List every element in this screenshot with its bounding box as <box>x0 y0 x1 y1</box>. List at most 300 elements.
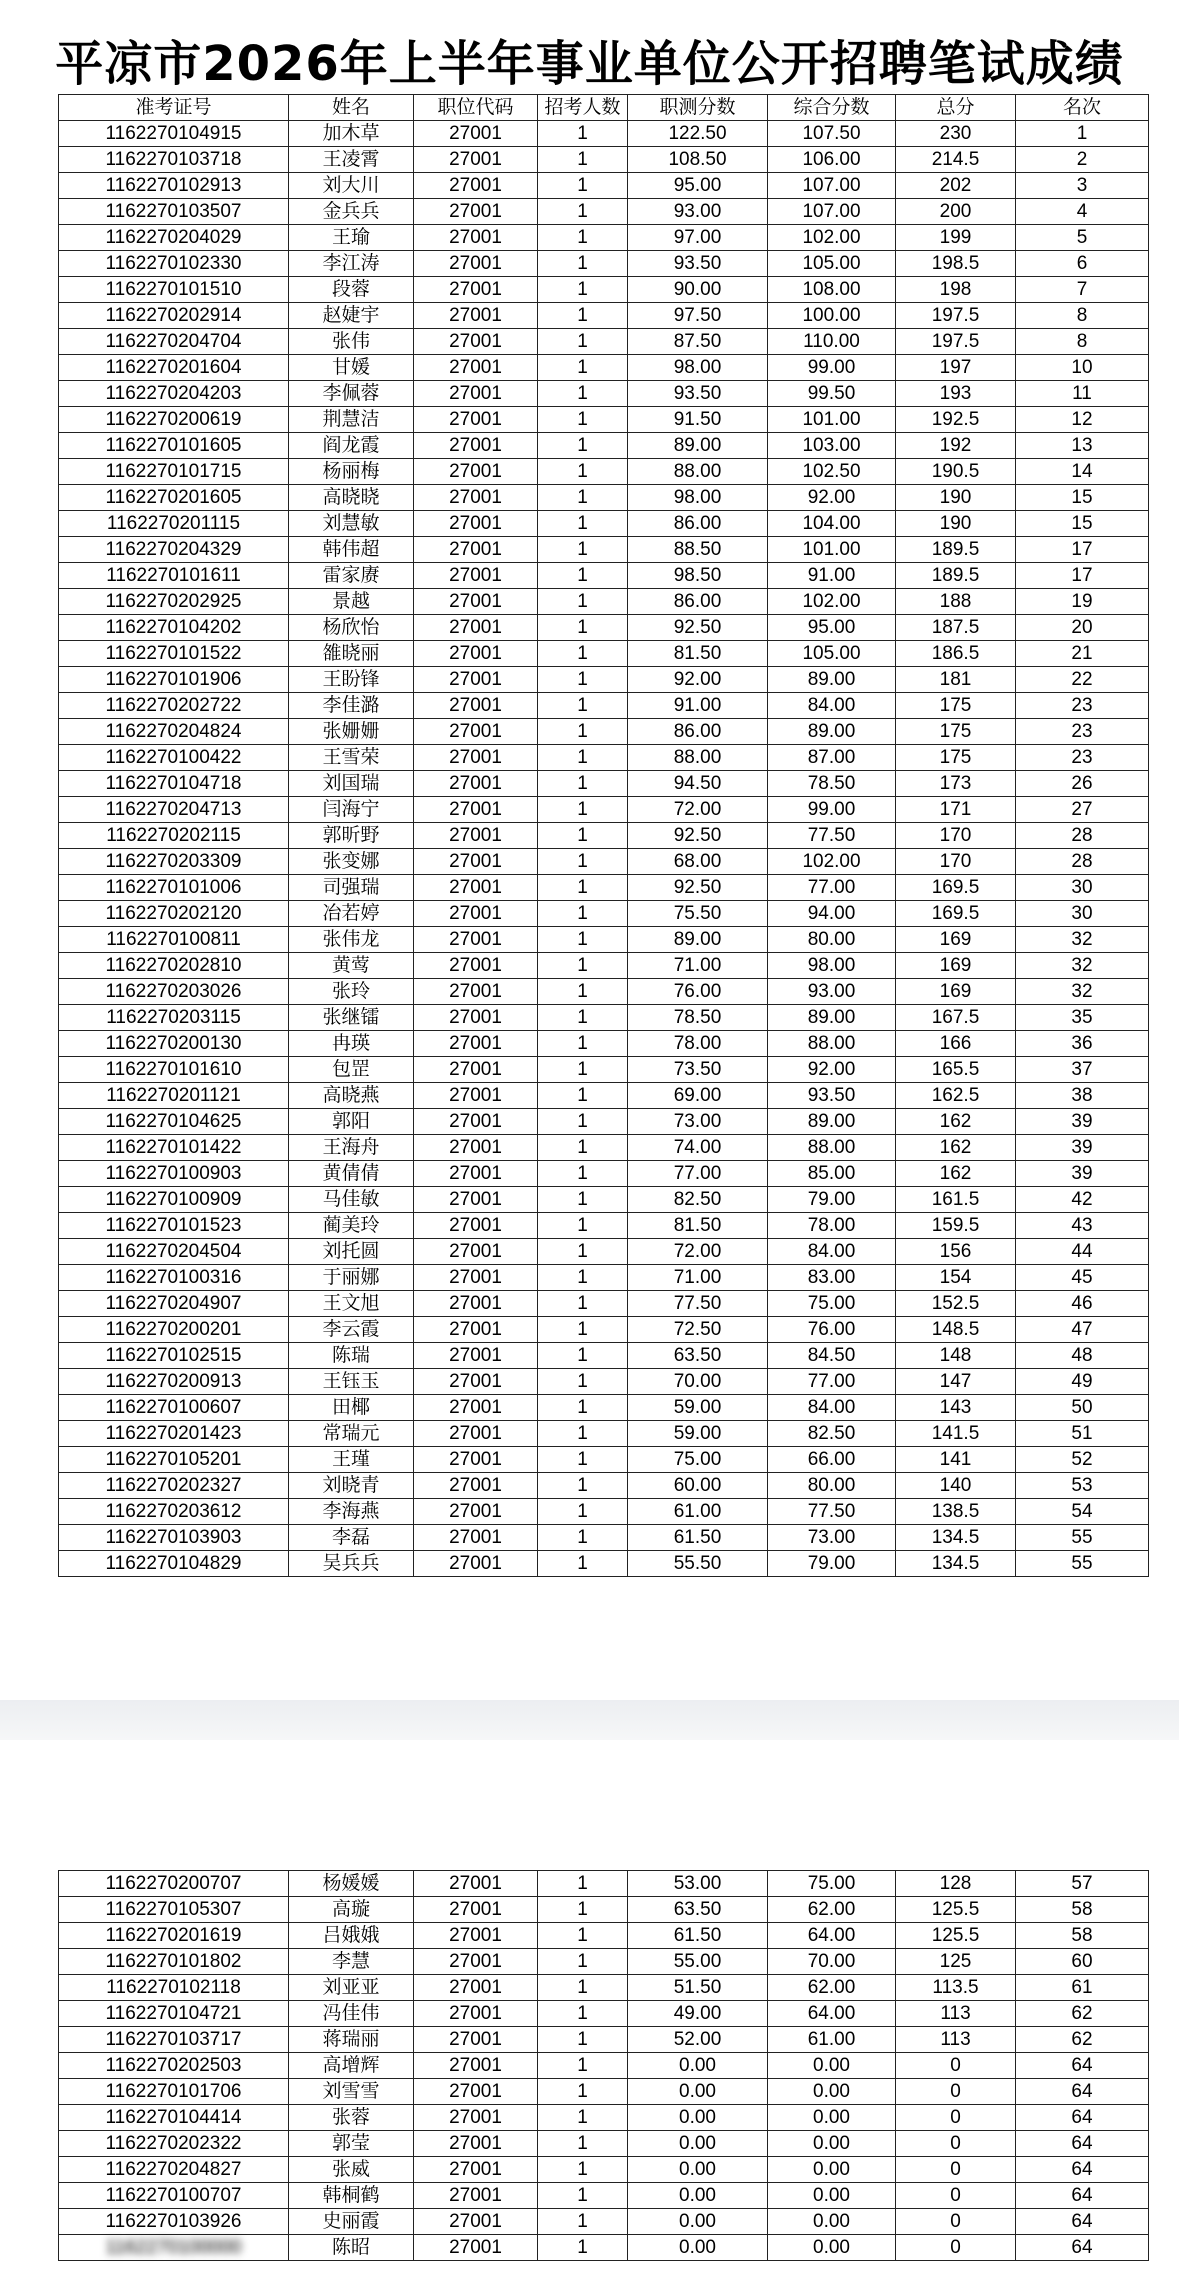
rank-cell: 62 <box>1016 2027 1149 2053</box>
table-row <box>59 511 1149 537</box>
rank-cell: 26 <box>1016 771 1149 797</box>
rank-cell: 58 <box>1016 1923 1149 1949</box>
position-code-cell: 27001 <box>414 381 538 407</box>
rank-cell: 58 <box>1016 1897 1149 1923</box>
name-cell: 杨丽梅 <box>289 459 414 485</box>
recruit-count-cell: 1 <box>538 2183 628 2209</box>
recruit-count-cell: 1 <box>538 329 628 355</box>
general-score-cell: 77.00 <box>768 875 896 901</box>
exam-id-cell: 1162270201423 <box>59 1421 289 1447</box>
position-code-cell: 27001 <box>414 1551 538 1577</box>
table-row <box>59 277 1149 303</box>
aptitude-score-cell: 71.00 <box>628 1265 768 1291</box>
table-header-row <box>59 95 1149 121</box>
exam-id-cell: 1162270201619 <box>59 1923 289 1949</box>
name-cell: 刘雪雪 <box>289 2079 414 2105</box>
exam-id-cell: 1162270103926 <box>59 2209 289 2235</box>
recruit-count-cell: 1 <box>538 1551 628 1577</box>
rank-cell: 8 <box>1016 329 1149 355</box>
position-code-cell: 27001 <box>414 277 538 303</box>
position-code-cell: 27001 <box>414 901 538 927</box>
aptitude-score-cell: 77.50 <box>628 1291 768 1317</box>
name-cell: 张威 <box>289 2157 414 2183</box>
general-score-cell: 105.00 <box>768 251 896 277</box>
recruit-count-cell: 1 <box>538 277 628 303</box>
name-cell: 李磊 <box>289 1525 414 1551</box>
exam-id-cell: 1162270105201 <box>59 1447 289 1473</box>
name-cell: 杨媛媛 <box>289 1871 414 1897</box>
exam-id-cell: 1162270102515 <box>59 1343 289 1369</box>
recruit-count-cell: 1 <box>538 1923 628 1949</box>
total-score-cell: 138.5 <box>896 1499 1016 1525</box>
total-score-cell: 161.5 <box>896 1187 1016 1213</box>
general-score-cell: 70.00 <box>768 1949 896 1975</box>
general-score-cell: 92.00 <box>768 1057 896 1083</box>
recruit-count-cell: 1 <box>538 485 628 511</box>
aptitude-score-cell: 70.00 <box>628 1369 768 1395</box>
name-cell: 郭昕野 <box>289 823 414 849</box>
table-row <box>59 2183 1149 2209</box>
general-score-cell: 77.50 <box>768 823 896 849</box>
exam-id-cell: 1162270201604 <box>59 355 289 381</box>
recruit-count-cell: 1 <box>538 1291 628 1317</box>
general-score-cell: 64.00 <box>768 2001 896 2027</box>
exam-id-cell: 1162270200707 <box>59 1871 289 1897</box>
recruit-count-cell: 1 <box>538 1135 628 1161</box>
total-score-cell: 175 <box>896 745 1016 771</box>
total-score-cell: 162 <box>896 1135 1016 1161</box>
rank-cell: 23 <box>1016 693 1149 719</box>
total-score-cell: 165.5 <box>896 1057 1016 1083</box>
position-code-cell: 27001 <box>414 2001 538 2027</box>
exam-id-cell: 1162270100316 <box>59 1265 289 1291</box>
aptitude-score-cell: 0.00 <box>628 2105 768 2131</box>
name-cell: 张继镭 <box>289 1005 414 1031</box>
recruit-count-cell: 1 <box>538 1109 628 1135</box>
total-score-cell: 0 <box>896 2235 1016 2261</box>
rank-cell: 64 <box>1016 2183 1149 2209</box>
scores-table-page-2 <box>58 1870 1149 2261</box>
aptitude-score-cell: 89.00 <box>628 927 768 953</box>
recruit-count-cell: 1 <box>538 2235 628 2261</box>
name-cell: 黄倩倩 <box>289 1161 414 1187</box>
general-score-cell: 107.00 <box>768 199 896 225</box>
name-cell: 王海舟 <box>289 1135 414 1161</box>
exam-id-cell: 1162270200619 <box>59 407 289 433</box>
recruit-count-cell: 1 <box>538 823 628 849</box>
position-code-cell: 27001 <box>414 1317 538 1343</box>
table-row <box>59 1109 1149 1135</box>
total-score-cell: 141 <box>896 1447 1016 1473</box>
position-code-cell: 27001 <box>414 2079 538 2105</box>
recruit-count-cell: 1 <box>538 1473 628 1499</box>
rank-cell: 64 <box>1016 2053 1149 2079</box>
aptitude-score-cell: 87.50 <box>628 329 768 355</box>
total-score-cell: 200 <box>896 199 1016 225</box>
name-cell: 司强瑞 <box>289 875 414 901</box>
rank-cell: 38 <box>1016 1083 1149 1109</box>
table-row <box>59 251 1149 277</box>
table-row <box>59 1239 1149 1265</box>
general-score-cell: 104.00 <box>768 511 896 537</box>
aptitude-score-cell: 0.00 <box>628 2235 768 2261</box>
rank-cell: 39 <box>1016 1135 1149 1161</box>
position-code-cell: 27001 <box>414 1525 538 1551</box>
name-cell: 高增辉 <box>289 2053 414 2079</box>
exam-id-cell: 1162270201605 <box>59 485 289 511</box>
rank-cell: 35 <box>1016 1005 1149 1031</box>
position-code-cell: 27001 <box>414 121 538 147</box>
table-row <box>59 2157 1149 2183</box>
recruit-count-cell: 1 <box>538 667 628 693</box>
table-row <box>59 1135 1149 1161</box>
position-code-cell: 27001 <box>414 329 538 355</box>
recruit-count-cell: 1 <box>538 563 628 589</box>
position-code-cell: 27001 <box>414 953 538 979</box>
position-code-cell: 27001 <box>414 1057 538 1083</box>
general-score-cell: 89.00 <box>768 719 896 745</box>
total-score-cell: 170 <box>896 823 1016 849</box>
total-score-cell: 197.5 <box>896 303 1016 329</box>
rank-cell: 7 <box>1016 277 1149 303</box>
rank-cell: 49 <box>1016 1369 1149 1395</box>
rank-cell: 48 <box>1016 1343 1149 1369</box>
recruit-count-cell: 1 <box>538 225 628 251</box>
aptitude-score-cell: 0.00 <box>628 2079 768 2105</box>
rank-cell: 2 <box>1016 147 1149 173</box>
exam-id-cell: 1162270100707 <box>59 2183 289 2209</box>
position-code-cell: 27001 <box>414 1473 538 1499</box>
total-score-cell: 187.5 <box>896 615 1016 641</box>
general-score-cell: 62.00 <box>768 1975 896 2001</box>
general-score-cell: 62.00 <box>768 1897 896 1923</box>
general-score-cell: 105.00 <box>768 641 896 667</box>
general-score-cell: 80.00 <box>768 927 896 953</box>
aptitude-score-cell: 74.00 <box>628 1135 768 1161</box>
aptitude-score-cell: 75.50 <box>628 901 768 927</box>
name-cell: 王钰玉 <box>289 1369 414 1395</box>
total-score-cell: 186.5 <box>896 641 1016 667</box>
aptitude-score-cell: 61.00 <box>628 1499 768 1525</box>
aptitude-score-cell: 0.00 <box>628 2183 768 2209</box>
position-code-cell: 27001 <box>414 433 538 459</box>
name-cell: 吕娥娥 <box>289 1923 414 1949</box>
recruit-count-cell: 1 <box>538 1447 628 1473</box>
recruit-count-cell: 1 <box>538 745 628 771</box>
rank-cell: 54 <box>1016 1499 1149 1525</box>
rank-cell: 47 <box>1016 1317 1149 1343</box>
recruit-count-cell: 1 <box>538 1871 628 1897</box>
position-code-cell: 27001 <box>414 1897 538 1923</box>
position-code-cell: 27001 <box>414 537 538 563</box>
table-row <box>59 615 1149 641</box>
aptitude-score-cell: 63.50 <box>628 1343 768 1369</box>
position-code-cell: 27001 <box>414 1005 538 1031</box>
table-row <box>59 1369 1149 1395</box>
general-score-cell: 99.00 <box>768 797 896 823</box>
name-cell: 张蓉 <box>289 2105 414 2131</box>
general-score-cell: 85.00 <box>768 1161 896 1187</box>
position-code-cell: 27001 <box>414 2209 538 2235</box>
name-cell: 蒋瑞丽 <box>289 2027 414 2053</box>
rank-cell: 6 <box>1016 251 1149 277</box>
table-row <box>59 563 1149 589</box>
header-rank: 名次 <box>1016 95 1149 121</box>
total-score-cell: 0 <box>896 2157 1016 2183</box>
rank-cell: 23 <box>1016 719 1149 745</box>
total-score-cell: 188 <box>896 589 1016 615</box>
rank-cell: 51 <box>1016 1421 1149 1447</box>
name-cell: 王瑜 <box>289 225 414 251</box>
name-cell: 刘慧敏 <box>289 511 414 537</box>
exam-id-cell: 1162270202115 <box>59 823 289 849</box>
general-score-cell: 99.50 <box>768 381 896 407</box>
table-row <box>59 693 1149 719</box>
exam-id-cell: 1162270100811 <box>59 927 289 953</box>
aptitude-score-cell: 0.00 <box>628 2157 768 2183</box>
name-cell: 张姗姗 <box>289 719 414 745</box>
table-row <box>59 667 1149 693</box>
rank-cell: 5 <box>1016 225 1149 251</box>
recruit-count-cell: 1 <box>538 927 628 953</box>
rank-cell: 28 <box>1016 823 1149 849</box>
exam-id-cell: 1162270202503 <box>59 2053 289 2079</box>
position-code-cell: 27001 <box>414 1369 538 1395</box>
recruit-count-cell: 1 <box>538 459 628 485</box>
general-score-cell: 80.00 <box>768 1473 896 1499</box>
scores-table-page-1 <box>58 94 1149 1577</box>
position-code-cell: 27001 <box>414 927 538 953</box>
name-cell: 刘大川 <box>289 173 414 199</box>
rank-cell: 52 <box>1016 1447 1149 1473</box>
total-score-cell: 197.5 <box>896 329 1016 355</box>
aptitude-score-cell: 55.50 <box>628 1551 768 1577</box>
name-cell: 段蓉 <box>289 277 414 303</box>
total-score-cell: 189.5 <box>896 537 1016 563</box>
position-code-cell: 27001 <box>414 979 538 1005</box>
general-score-cell: 82.50 <box>768 1421 896 1447</box>
rank-cell: 60 <box>1016 1949 1149 1975</box>
aptitude-score-cell: 72.00 <box>628 1239 768 1265</box>
aptitude-score-cell: 0.00 <box>628 2053 768 2079</box>
rank-cell: 15 <box>1016 511 1149 537</box>
table-row <box>59 1213 1149 1239</box>
position-code-cell: 27001 <box>414 2105 538 2131</box>
exam-id-cell: 1162270202925 <box>59 589 289 615</box>
name-cell: 高晓晓 <box>289 485 414 511</box>
recruit-count-cell: 1 <box>538 641 628 667</box>
rank-cell: 62 <box>1016 2001 1149 2027</box>
table-row <box>59 1923 1149 1949</box>
table-row <box>59 303 1149 329</box>
name-cell: 于丽娜 <box>289 1265 414 1291</box>
total-score-cell: 202 <box>896 173 1016 199</box>
recruit-count-cell: 1 <box>538 719 628 745</box>
table-row <box>59 2209 1149 2235</box>
general-score-cell: 84.00 <box>768 693 896 719</box>
exam-id-cell: 1162270203115 <box>59 1005 289 1031</box>
recruit-count-cell: 1 <box>538 433 628 459</box>
exam-id-cell: 1162270105307 <box>59 1897 289 1923</box>
page-separator <box>0 1700 1179 1740</box>
position-code-cell: 27001 <box>414 589 538 615</box>
aptitude-score-cell: 81.50 <box>628 641 768 667</box>
name-cell: 荆慧洁 <box>289 407 414 433</box>
general-score-cell: 75.00 <box>768 1291 896 1317</box>
rank-cell: 32 <box>1016 979 1149 1005</box>
recruit-count-cell: 1 <box>538 1369 628 1395</box>
recruit-count-cell: 1 <box>538 1057 628 1083</box>
table-row <box>59 329 1149 355</box>
table-row <box>59 797 1149 823</box>
header-exam-id: 准考证号 <box>59 95 289 121</box>
recruit-count-cell: 1 <box>538 589 628 615</box>
name-cell: 雒晓丽 <box>289 641 414 667</box>
recruit-count-cell: 1 <box>538 407 628 433</box>
general-score-cell: 64.00 <box>768 1923 896 1949</box>
general-score-cell: 0.00 <box>768 2131 896 2157</box>
general-score-cell: 0.00 <box>768 2183 896 2209</box>
position-code-cell: 27001 <box>414 1499 538 1525</box>
table-row <box>59 1897 1149 1923</box>
exam-id-cell: 1162270200201 <box>59 1317 289 1343</box>
table-row <box>59 1551 1149 1577</box>
position-code-cell: 27001 <box>414 485 538 511</box>
name-cell: 雷家赓 <box>289 563 414 589</box>
name-cell: 王雪荣 <box>289 745 414 771</box>
aptitude-score-cell: 72.00 <box>628 797 768 823</box>
total-score-cell: 198.5 <box>896 251 1016 277</box>
table-row <box>59 1161 1149 1187</box>
total-score-cell: 166 <box>896 1031 1016 1057</box>
exam-id-cell: 1162270102118 <box>59 1975 289 2001</box>
exam-id-cell: 1162270101802 <box>59 1949 289 1975</box>
exam-id-cell: 1162270100903 <box>59 1161 289 1187</box>
aptitude-score-cell: 72.50 <box>628 1317 768 1343</box>
general-score-cell: 66.00 <box>768 1447 896 1473</box>
name-cell: 冉瑛 <box>289 1031 414 1057</box>
name-cell: 刘国瑞 <box>289 771 414 797</box>
position-code-cell: 27001 <box>414 2131 538 2157</box>
general-score-cell: 92.00 <box>768 485 896 511</box>
exam-id-cell: 1162270101706 <box>59 2079 289 2105</box>
position-code-cell: 27001 <box>414 1447 538 1473</box>
rank-cell: 57 <box>1016 1871 1149 1897</box>
name-cell: 吴兵兵 <box>289 1551 414 1577</box>
recruit-count-cell: 1 <box>538 1897 628 1923</box>
position-code-cell: 27001 <box>414 1239 538 1265</box>
table-row <box>59 1421 1149 1447</box>
name-cell: 黄莺 <box>289 953 414 979</box>
name-cell: 李佳潞 <box>289 693 414 719</box>
rank-cell: 22 <box>1016 667 1149 693</box>
aptitude-score-cell: 93.50 <box>628 381 768 407</box>
position-code-cell: 27001 <box>414 1421 538 1447</box>
position-code-cell: 27001 <box>414 823 538 849</box>
table-row <box>59 1083 1149 1109</box>
table-row <box>59 1265 1149 1291</box>
general-score-cell: 102.00 <box>768 849 896 875</box>
name-cell: 加木草 <box>289 121 414 147</box>
rank-cell: 44 <box>1016 1239 1149 1265</box>
position-code-cell: 27001 <box>414 199 538 225</box>
recruit-count-cell: 1 <box>538 693 628 719</box>
position-code-cell: 27001 <box>414 1871 538 1897</box>
recruit-count-cell: 1 <box>538 199 628 225</box>
rank-cell: 19 <box>1016 589 1149 615</box>
general-score-cell: 91.00 <box>768 563 896 589</box>
table-row <box>59 1871 1149 1897</box>
name-cell: 常瑞元 <box>289 1421 414 1447</box>
name-cell: 蔺美玲 <box>289 1213 414 1239</box>
exam-id-cell: 1162270101006 <box>59 875 289 901</box>
exam-id-cell: 1162270101611 <box>59 563 289 589</box>
recruit-count-cell: 1 <box>538 355 628 381</box>
total-score-cell: 0 <box>896 2131 1016 2157</box>
rank-cell: 50 <box>1016 1395 1149 1421</box>
exam-id-cell: 1162270104414 <box>59 2105 289 2131</box>
aptitude-score-cell: 61.50 <box>628 1923 768 1949</box>
aptitude-score-cell: 98.00 <box>628 485 768 511</box>
total-score-cell: 0 <box>896 2105 1016 2131</box>
recruit-count-cell: 1 <box>538 2053 628 2079</box>
total-score-cell: 173 <box>896 771 1016 797</box>
recruit-count-cell: 1 <box>538 511 628 537</box>
table-row <box>59 381 1149 407</box>
position-code-cell: 27001 <box>414 563 538 589</box>
header-name: 姓名 <box>289 95 414 121</box>
total-score-cell: 159.5 <box>896 1213 1016 1239</box>
total-score-cell: 197 <box>896 355 1016 381</box>
name-cell: 高晓燕 <box>289 1083 414 1109</box>
recruit-count-cell: 1 <box>538 953 628 979</box>
name-cell: 刘亚亚 <box>289 1975 414 2001</box>
general-score-cell: 106.00 <box>768 147 896 173</box>
total-score-cell: 171 <box>896 797 1016 823</box>
header-position-code: 职位代码 <box>414 95 538 121</box>
general-score-cell: 0.00 <box>768 2053 896 2079</box>
total-score-cell: 143 <box>896 1395 1016 1421</box>
aptitude-score-cell: 0.00 <box>628 2131 768 2157</box>
general-score-cell: 100.00 <box>768 303 896 329</box>
name-cell: 金兵兵 <box>289 199 414 225</box>
total-score-cell: 175 <box>896 693 1016 719</box>
name-cell: 韩桐鹤 <box>289 2183 414 2209</box>
table-row <box>59 1525 1149 1551</box>
rank-cell: 20 <box>1016 615 1149 641</box>
rank-cell: 28 <box>1016 849 1149 875</box>
exam-id-cell: 1162270204203 <box>59 381 289 407</box>
general-score-cell: 78.00 <box>768 1213 896 1239</box>
table-row <box>59 2131 1149 2157</box>
total-score-cell: 113 <box>896 2001 1016 2027</box>
rank-cell: 46 <box>1016 1291 1149 1317</box>
aptitude-score-cell: 90.00 <box>628 277 768 303</box>
exam-id-cell: 1162270104915 <box>59 121 289 147</box>
total-score-cell: 214.5 <box>896 147 1016 173</box>
aptitude-score-cell: 78.00 <box>628 1031 768 1057</box>
general-score-cell: 88.00 <box>768 1135 896 1161</box>
rank-cell: 64 <box>1016 2235 1149 2261</box>
total-score-cell: 0 <box>896 2183 1016 2209</box>
exam-id-cell: 1162270202722 <box>59 693 289 719</box>
aptitude-score-cell: 75.00 <box>628 1447 768 1473</box>
aptitude-score-cell: 89.00 <box>628 433 768 459</box>
aptitude-score-cell: 93.50 <box>628 251 768 277</box>
position-code-cell: 27001 <box>414 2235 538 2261</box>
general-score-cell: 89.00 <box>768 1005 896 1031</box>
table-row <box>59 121 1149 147</box>
